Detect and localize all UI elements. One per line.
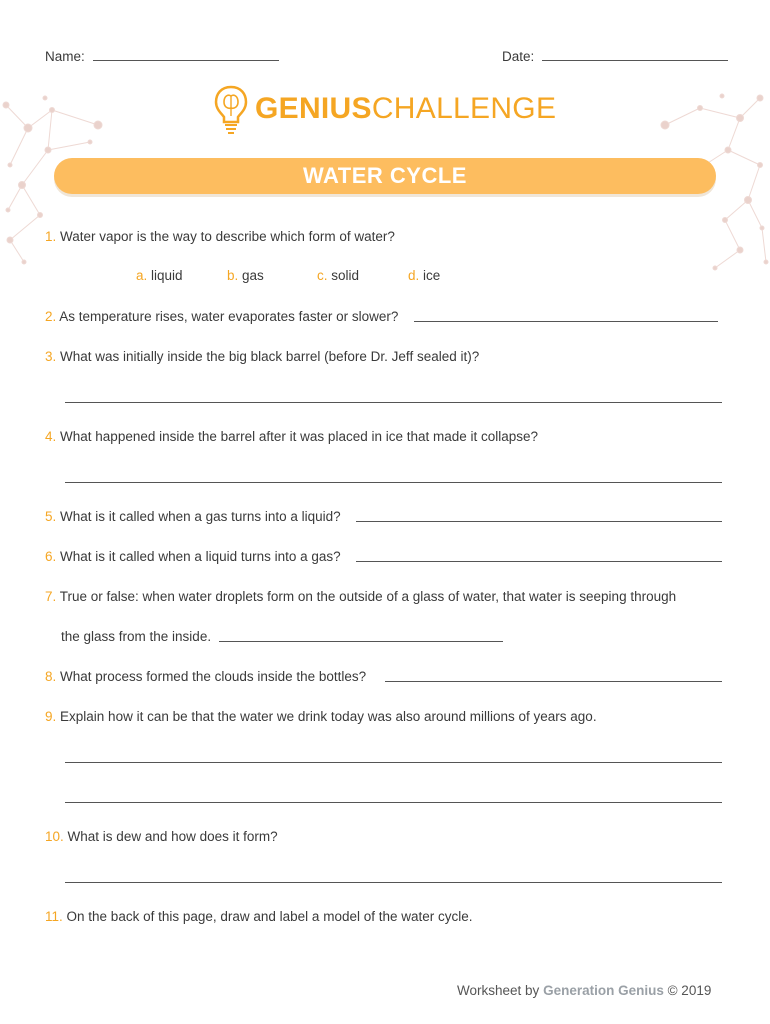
choice-letter: c.	[317, 268, 328, 283]
question-number: 4.	[45, 429, 57, 444]
question-number: 7.	[45, 589, 57, 604]
question-number: 1.	[45, 229, 57, 244]
question-6	[45, 549, 341, 564]
question-number: 2.	[45, 309, 57, 324]
choice-letter: a.	[136, 268, 148, 283]
worksheet-title: WATER CYCLE	[303, 163, 467, 188]
answer-line-9b[interactable]	[65, 802, 722, 803]
choice-text: ice	[423, 268, 441, 283]
footer-credit	[457, 983, 711, 998]
brand-bold: GENIUS	[255, 92, 372, 125]
answer-line-9a[interactable]	[65, 762, 722, 763]
choice-d[interactable]	[408, 268, 440, 283]
question-11	[45, 909, 473, 924]
answer-line-5[interactable]	[356, 521, 722, 522]
question-number: 8.	[45, 669, 57, 684]
question-text: On the back of this page, draw and label a model of the water cycle.	[66, 909, 473, 924]
name-field[interactable]	[45, 48, 279, 64]
question-text: What happened inside the barrel after it was placed in ice that made it collapse?	[60, 429, 539, 444]
footer-prefix: Worksheet by	[457, 983, 540, 998]
question-8	[45, 669, 366, 684]
title-banner	[54, 158, 716, 194]
answer-line-10[interactable]	[65, 882, 722, 883]
footer-copyright: © 2019	[667, 983, 712, 998]
question-4	[45, 429, 538, 444]
question-2	[45, 309, 398, 324]
date-label: Date:	[502, 49, 535, 64]
question-number: 11.	[45, 909, 63, 924]
question-text: What process formed the clouds inside the bottles?	[60, 669, 367, 684]
question-1	[45, 229, 395, 244]
date-blank[interactable]	[542, 48, 728, 61]
question-number: 5.	[45, 509, 57, 524]
question-number: 6.	[45, 549, 57, 564]
question-text: As temperature rises, water evaporates faster or slower?	[59, 309, 399, 324]
question-text: What is it called when a gas turns into a liquid?	[60, 509, 341, 524]
question-7-continued	[61, 629, 211, 644]
question-text: Explain how it can be that the water we drink today was also around millions of years ago.	[60, 709, 597, 724]
question-text: the glass from the inside.	[61, 629, 212, 644]
question-text: True or false: when water droplets form on the outside of a glass of water, that water is seeping through	[59, 589, 677, 604]
answer-line-2[interactable]	[414, 321, 718, 322]
choice-text: liquid	[151, 268, 183, 283]
question-text: Water vapor is the way to describe which form of water?	[60, 229, 395, 244]
molecule-decoration	[0, 0, 770, 300]
answer-line-8[interactable]	[385, 681, 722, 682]
answer-line-4[interactable]	[65, 482, 722, 483]
date-field[interactable]	[502, 48, 728, 64]
brand-logo-text	[255, 92, 556, 126]
question-3	[45, 349, 479, 364]
choice-letter: b.	[227, 268, 239, 283]
question-text: What was initially inside the big black barrel (before Dr. Jeff sealed it)?	[60, 349, 480, 364]
answer-line-6[interactable]	[356, 561, 722, 562]
choice-a[interactable]	[136, 268, 183, 283]
question-9	[45, 709, 597, 724]
question-text: What is it called when a liquid turns into a gas?	[60, 549, 341, 564]
question-text: What is dew and how does it form?	[67, 829, 278, 844]
question-number: 3.	[45, 349, 57, 364]
choice-text: solid	[331, 268, 360, 283]
lightbulb-brain-icon	[214, 84, 248, 136]
choice-b[interactable]	[227, 268, 264, 283]
question-number: 10.	[45, 829, 64, 844]
question-10	[45, 829, 278, 844]
name-label: Name:	[45, 49, 85, 64]
answer-line-7[interactable]	[219, 641, 503, 642]
question-number: 9.	[45, 709, 57, 724]
choice-letter: d.	[408, 268, 420, 283]
choice-c[interactable]	[317, 268, 359, 283]
footer-brand-link[interactable]: Generation Genius	[543, 983, 664, 998]
question-5	[45, 509, 341, 524]
name-blank[interactable]	[93, 48, 279, 61]
answer-line-3[interactable]	[65, 402, 722, 403]
question-7	[45, 589, 676, 604]
choice-text: gas	[242, 268, 264, 283]
brand-light: CHALLENGE	[371, 92, 557, 125]
